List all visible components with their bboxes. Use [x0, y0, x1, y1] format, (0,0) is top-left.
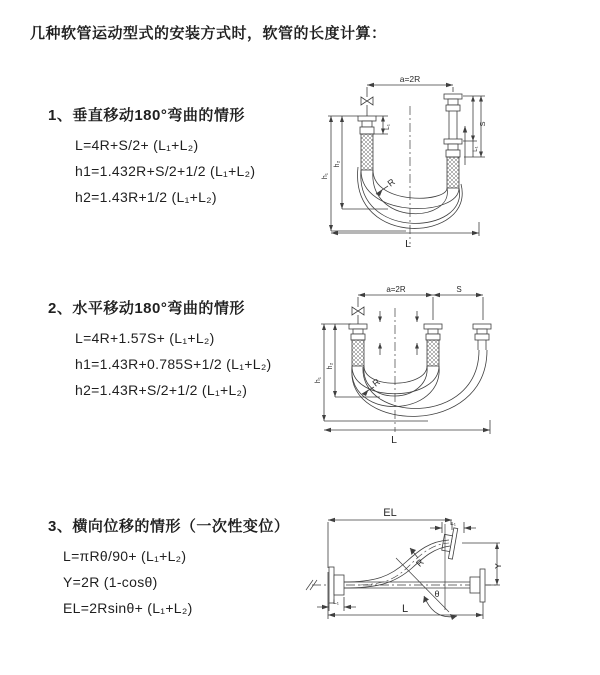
diagram-vertical-180-bend [310, 70, 600, 260]
hose-s-curve [344, 540, 450, 588]
section-horizontal-180 [48, 299, 272, 403]
dimension-labels [333, 507, 503, 615]
formula-length: L=πRθ/90+ (L₁+L₂) [63, 548, 187, 564]
dim-label-h1: h₁ [322, 172, 329, 180]
dim-label-theta: θ [434, 589, 440, 599]
dim-label-length: L [401, 603, 409, 615]
section-vertical-180 [48, 106, 255, 210]
dim-label-travel: S [456, 285, 462, 294]
formula-h2: h2=1.43R+S/2+1/2 (L₁+L₂) [75, 382, 248, 398]
theta-arc [424, 596, 457, 617]
dim-label-length: L [391, 434, 397, 446]
section-heading: 2、水平移动180°弯曲的情形 [48, 300, 245, 317]
section-heading: 1、垂直移动180°弯曲的情形 [48, 107, 245, 124]
dim-label-y: Y [493, 563, 503, 569]
drawing-lines [328, 85, 485, 244]
braided-hose-section [352, 340, 364, 366]
dim-label-l1-left: L₁ [384, 124, 391, 130]
dim-label-width: a=2R [399, 74, 421, 84]
dim-label-el: EL [383, 507, 397, 519]
dim-label-l1-right: L₁ [473, 146, 479, 152]
drawing-lines [321, 295, 491, 434]
dim-label-s: S [478, 121, 487, 127]
braided-hose-section [447, 157, 459, 188]
formula-length: L=4R+1.57S+ (L₁+L₂) [75, 330, 215, 346]
formula-y: Y=2R (1-cosθ) [63, 574, 158, 590]
diagram-horizontal-180-bend [310, 280, 600, 460]
section-lateral-displacement [48, 517, 289, 621]
dimension-arrowheads [322, 293, 490, 432]
formula-length: L=4R+S/2+ (L₁+L₂) [75, 137, 199, 153]
dim-label-radius: R [385, 176, 397, 189]
braided-hose-section [361, 134, 373, 170]
dim-label-h2: h₂ [327, 362, 334, 370]
valve-icon [352, 297, 364, 324]
valve-icon [361, 87, 373, 116]
page-title: 几种软管运动型式的安装方式时，软管的长度计算： [30, 25, 387, 42]
dimension-labels [315, 285, 462, 446]
dim-label-h1: h₁ [315, 376, 322, 384]
dim-label-h2: h₂ [334, 160, 341, 168]
formula-h1: h1=1.432R+S/2+1/2 (L₁+L₂) [75, 163, 256, 179]
section-heading: 3、横向位移的情形（一次性变位） [48, 518, 290, 535]
diagram-lateral-displacement [300, 500, 600, 675]
formula-h1: h1=1.43R+0.785S+1/2 (L₁+L₂) [75, 356, 272, 372]
dimension-labels [322, 74, 487, 250]
dim-label-l1-top: L₁ [450, 520, 456, 527]
dim-label-l1-bottom: L₁ [333, 599, 339, 606]
dim-label-width: a=2R [386, 285, 406, 294]
dim-label-radius: R [370, 376, 382, 389]
formula-h2: h2=1.43R+1/2 (L₁+L₂) [75, 189, 217, 205]
braided-hose-section [427, 340, 439, 366]
dim-label-radius: R [414, 557, 426, 569]
formula-el: EL=2Rsinθ+ (L₁+L₂) [63, 600, 193, 616]
dim-label-length: L [405, 238, 411, 250]
